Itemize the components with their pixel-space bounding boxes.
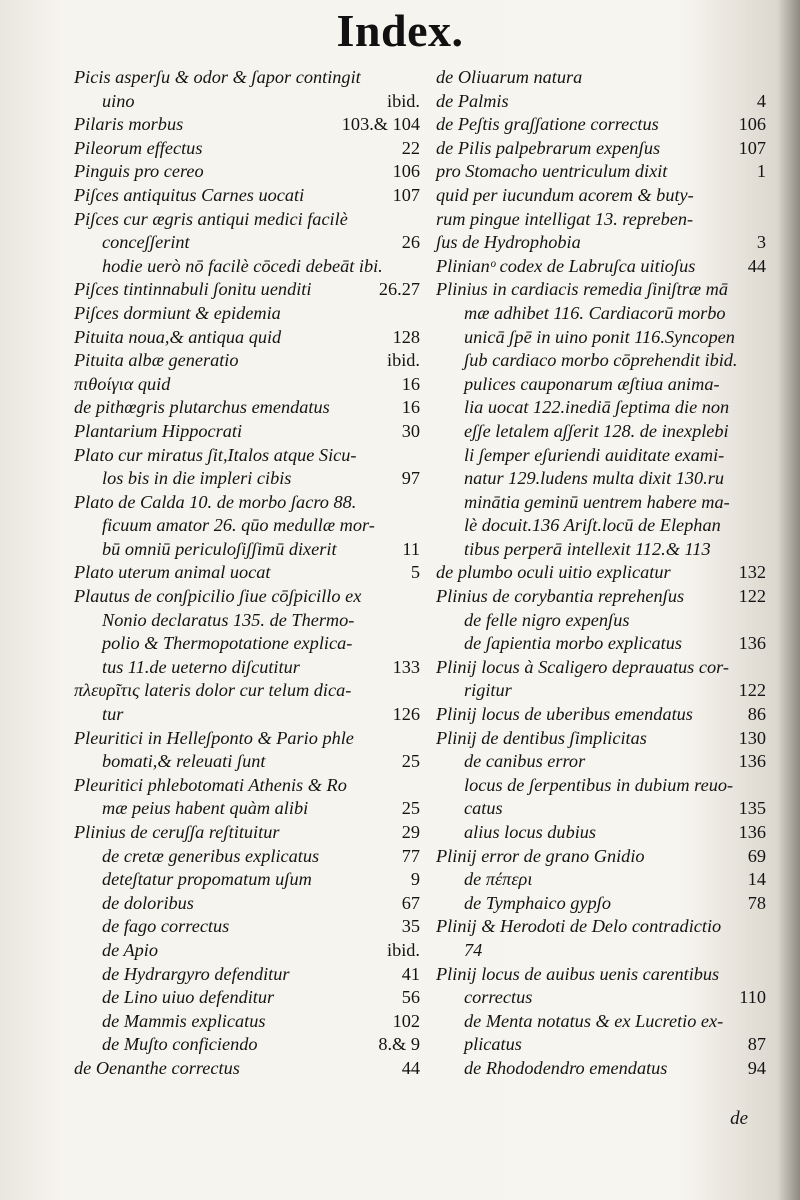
index-entry-text: πλευρῖτις lateris dolor cur telum dica-: [74, 680, 352, 701]
index-entry-page-ref: 136: [738, 633, 766, 654]
index-entry: [74, 892, 420, 916]
index-entry: [436, 538, 766, 562]
index-entry-page-ref: 14: [747, 869, 766, 890]
index-entry: [436, 963, 766, 987]
index-entry: [74, 585, 420, 609]
index-entry: [74, 727, 420, 751]
index-entry-text: de doloribus: [102, 892, 194, 913]
index-entry-text: 74: [464, 939, 483, 960]
index-entry-text: de Pilis palpebrarum expenʃus: [436, 137, 661, 158]
index-entry-text: Plato uterum animal uocat: [74, 562, 271, 583]
index-entry-text: Piʃces antiquitus Carnes uocati: [74, 184, 305, 205]
index-entry-text: ficuum amator 26. qūo medullæ mor-: [102, 515, 375, 536]
index-entry-text: Pilaris morbus: [74, 114, 184, 135]
index-entry-text: mæ adhibet 116. Cardiacorū morbo: [464, 302, 726, 323]
index-entry-page-ref: 86: [747, 704, 766, 725]
index-entry-page-ref: 132: [738, 562, 766, 583]
index-entry: [436, 90, 766, 114]
index-entry: [74, 113, 420, 137]
index-entry: [74, 939, 420, 963]
index-entry-text: Pleuritici in Helleʃponto & Pario phle: [74, 727, 354, 748]
index-entry: [436, 349, 766, 373]
index-entry-text: Plinianᵒ codex de Labruʃca uitioʃus: [436, 255, 696, 276]
index-entry-page-ref: 135: [738, 798, 766, 819]
index-entry-page-ref: 77: [401, 845, 420, 866]
index-entry-text: Pleuritici phlebotomati Athenis & Ro: [74, 774, 347, 795]
index-entry-page-ref: 136: [738, 751, 766, 772]
index-entry: [436, 137, 766, 161]
index-entry: [74, 1033, 420, 1057]
index-entry-text: Piʃces cur ægris antiqui medici facilè: [74, 208, 348, 229]
index-entry-page-ref: 106: [392, 161, 420, 182]
index-entry: [436, 679, 766, 703]
index-entry-text: pro Stomacho uentriculum dixit: [436, 161, 668, 182]
index-entry-page-ref: 41: [401, 963, 420, 984]
index-entry-text: Pliniј locus à Scaligero deprauatus cor-: [436, 656, 729, 677]
index-entry: [74, 90, 420, 114]
index-entry-page-ref: 56: [401, 987, 420, 1008]
index-column-right: [436, 66, 766, 1081]
index-entry: [436, 609, 766, 633]
index-entry-page-ref: 11: [402, 538, 420, 559]
index-entry-page-ref: 87: [747, 1034, 766, 1055]
page-edge-shadow: [778, 0, 800, 1200]
index-entry: [74, 208, 420, 232]
index-entry-page-ref: 94: [747, 1057, 766, 1078]
index-entry-text: Pituita noua,& antiqua quid: [74, 326, 282, 347]
index-entry: [436, 444, 766, 468]
index-entry-page-ref: 107: [738, 137, 766, 158]
index-entry: [74, 915, 420, 939]
index-entry-text: plicatus: [464, 1034, 522, 1055]
index-entry-page-ref: 107: [392, 184, 420, 205]
index-entry: [74, 609, 420, 633]
index-entry-page-ref: 130: [738, 727, 766, 748]
index-entry: [436, 892, 766, 916]
index-entry: [74, 184, 420, 208]
index-entry-text: natur 129.ludens multa dixit 130.ru: [464, 468, 724, 489]
index-entry-page-ref: 4: [756, 90, 766, 111]
index-entry: [436, 632, 766, 656]
index-entry: [74, 278, 420, 302]
index-entry-page-ref: 133: [392, 656, 420, 677]
index-entry-text: lè docuit.136 Ariʃt.locū de Elephan: [464, 515, 721, 536]
index-entry-text: Piʃces dormiunt & epidemia: [74, 302, 281, 323]
index-entry-text: de canibus error: [464, 751, 586, 772]
index-entry-text: rigitur: [464, 680, 512, 701]
index-entry-page-ref: 44: [401, 1057, 420, 1078]
index-entry: [436, 278, 766, 302]
index-entry: [436, 373, 766, 397]
index-entry-text: eʃʃe letalem aʃʃerit 128. de inexplebi: [464, 420, 729, 441]
index-entry-page-ref: 44: [747, 255, 766, 276]
index-entry-page-ref: 103.& 104: [341, 114, 420, 135]
index-entry: [436, 561, 766, 585]
index-entry-text: bū omniū periculoʃiʃʃimū dixerit: [102, 538, 337, 559]
index-entry-page-ref: 78: [747, 892, 766, 913]
index-entry: [74, 514, 420, 538]
index-entry: [74, 491, 420, 515]
index-entry: [436, 1010, 766, 1034]
index-entry-text: bomati,& releuati ʃunt: [102, 751, 266, 772]
index-entry: [436, 160, 766, 184]
index-entry-page-ref: ibid.: [386, 350, 420, 371]
index-entry-text: Pliniј de dentibus ʃimplicitas: [436, 727, 647, 748]
index-entry-text: de fago correctus: [102, 916, 230, 937]
index-entry: [74, 231, 420, 255]
index-entry-page-ref: 8.& 9: [378, 1034, 420, 1055]
index-entry: [74, 326, 420, 350]
index-entry: [436, 467, 766, 491]
index-entry-page-ref: 122: [738, 680, 766, 701]
index-entry-page-ref: 126: [392, 704, 420, 725]
index-entry-text: de Lino uiuo defenditur: [102, 987, 275, 1008]
index-entry: [74, 420, 420, 444]
index-entry: [436, 231, 766, 255]
index-entry: [74, 703, 420, 727]
index-entry-text: tibus perperā intellexit 112.& 113: [464, 538, 711, 559]
index-entry-text: de Palmis: [436, 90, 509, 111]
index-entry-text: Plinius in cardiacis remedia ʃiniʃtræ mā: [436, 279, 728, 300]
index-entry: [74, 1057, 420, 1081]
index-entry: [74, 868, 420, 892]
index-entry-text: unicā ʃpē in uino ponit 116.Syncopen: [464, 326, 735, 347]
index-entry-text: pulices cauponarum æʃtiua anima-: [464, 373, 720, 394]
index-entry-text: de Mammis explicatus: [102, 1010, 266, 1031]
index-entry: [436, 845, 766, 869]
index-entry: [436, 113, 766, 137]
index-entry-text: de ʃapientia morbo explicatus: [464, 633, 682, 654]
index-entry-text: Plinius de ceruʃʃa reʃtituitur: [74, 822, 280, 842]
index-entry: [74, 845, 420, 869]
index-entry-text: hodie uerò nō facilè cōcedi debeāt ibi.: [102, 255, 383, 276]
index-entry: [436, 184, 766, 208]
index-entry-text: Pliniј error de grano Gnidio: [436, 845, 645, 866]
index-entry-text: catus: [464, 798, 503, 819]
index-entry-text: ʃus de Hydrophobia: [436, 232, 581, 253]
index-entry: [436, 255, 766, 279]
index-entry-page-ref: 67: [401, 892, 420, 913]
running-head: Index.: [336, 5, 464, 56]
index-entry-text: ʃub cardiaco morbo cōprehendit ibid.: [464, 350, 738, 371]
index-entry-text: de felle nigro expenʃus: [464, 609, 630, 630]
index-entry-text: de Oenanthe correctus: [74, 1057, 240, 1078]
index-entry-text: Piʃces tintinnabuli ʃonitu uenditi: [74, 279, 312, 300]
index-entry-text: Nonio declaratus 135. de Thermo-: [102, 609, 355, 630]
index-entry-text: Pliniј & Herodoti de Delo contradictio: [436, 916, 722, 937]
index-entry: [436, 703, 766, 727]
index-entry: [74, 1010, 420, 1034]
index-entry-page-ref: 9: [410, 869, 420, 890]
index-entry: [74, 444, 420, 468]
index-entry-text: de plumbo oculi uitio explicatur: [436, 562, 671, 583]
index-entry: [74, 137, 420, 161]
index-entry-text: li ʃemper eʃuriendi auiditate exami-: [464, 444, 725, 465]
index-column-left: [74, 66, 420, 1081]
index-entry-page-ref: 25: [401, 751, 420, 772]
index-entry-text: polio & Thermopotatione explica-: [102, 633, 353, 654]
index-entry-page-ref: 26: [401, 232, 420, 253]
index-entry: [74, 160, 420, 184]
index-entry-page-ref: ibid.: [386, 90, 420, 111]
index-entry-page-ref: 26.27: [378, 279, 420, 300]
index-entry: [436, 208, 766, 232]
index-entry: [436, 774, 766, 798]
index-entry-page-ref: 1: [756, 161, 766, 182]
index-entry-text: de πέπερι: [464, 869, 533, 890]
index-entry: [74, 396, 420, 420]
index-entry-text: Plautus de conʃpicilio ʃiue cōʃpicillo ex: [74, 586, 362, 607]
index-entry-page-ref: 3: [756, 232, 766, 253]
index-entry-text: Pliniј locus de uberibus emendatus: [436, 704, 693, 725]
index-entry-text: alius locus dubius: [464, 822, 597, 842]
index-entry-page-ref: 25: [401, 798, 420, 819]
index-entry-page-ref: 136: [738, 822, 766, 842]
index-entry-text: de Hydrargyro defenditur: [102, 963, 290, 984]
index-entry-text: deteʃtatur propomatum uʃum: [102, 869, 312, 890]
index-entry-text: rum pingue intelligat 13. repreben-: [436, 208, 694, 229]
index-entry-text: quid per iucundum acorem & buty-: [436, 184, 694, 205]
index-entry: [74, 963, 420, 987]
index-entry: [436, 420, 766, 444]
index-entry: [74, 986, 420, 1010]
index-entry: [74, 66, 420, 90]
index-entry: [74, 821, 420, 845]
index-entry-page-ref: 16: [401, 397, 420, 418]
index-entry: [436, 396, 766, 420]
index-entry-text: de cretæ generibus explicatus: [102, 845, 320, 866]
index-entry-text: Plinius de corybantia reprehenʃus: [436, 586, 685, 607]
index-entry-text: de Oliuarum natura: [436, 67, 583, 87]
index-entry-text: correctus: [464, 987, 533, 1008]
index-entry-text: de Tymphaico gypʃo: [464, 892, 612, 913]
index-entry-text: mæ peius habent quàm alibi: [102, 798, 309, 819]
index-entry: [436, 585, 766, 609]
index-entry: [74, 538, 420, 562]
index-entry-text: minātia geminū uentrem habere ma-: [464, 491, 730, 512]
index-entry-text: conceʃʃerint: [102, 232, 190, 253]
index-entry: [436, 1057, 766, 1081]
index-entry: [436, 66, 766, 90]
index-entry: [436, 491, 766, 515]
catchword: de: [730, 1108, 748, 1129]
index-entry-text: tur: [102, 704, 124, 725]
index-entry-text: Pinguis pro cereo: [74, 161, 204, 182]
index-entry-page-ref: 69: [747, 845, 766, 866]
index-entry-page-ref: 110: [739, 987, 766, 1008]
index-entry: [74, 373, 420, 397]
index-entry-page-ref: 128: [392, 326, 420, 347]
index-entry: [74, 561, 420, 585]
index-entry-page-ref: 16: [401, 373, 420, 394]
index-entry: [436, 302, 766, 326]
index-entry: [436, 821, 766, 845]
index-entry-page-ref: 102: [392, 1010, 420, 1031]
index-entry: [74, 349, 420, 373]
index-entry-text: los bis in die impleri cibis: [102, 468, 292, 489]
index-entry-text: Plantarium Hippocrati: [74, 420, 243, 441]
index-entry: [436, 727, 766, 751]
index-entry-page-ref: 5: [410, 562, 420, 583]
index-entry-text: de Rhododendro emendatus: [464, 1057, 668, 1078]
index-entry-page-ref: 35: [401, 916, 420, 937]
index-entry-text: Pituita albæ generatio: [74, 350, 239, 371]
index-entry-text: lia uocat 122.inediā ʃeptima die non: [464, 397, 730, 418]
index-entry-page-ref: 22: [401, 137, 420, 158]
index-entry-text: de Menta notatus & ex Lucretio ex-: [464, 1010, 724, 1031]
index-entry-text: πιθοίγια quid: [74, 373, 171, 394]
index-entry-page-ref: 29: [401, 822, 420, 842]
index-entry-text: de pithœgris plutarchus emendatus: [74, 397, 330, 418]
index-entry: [436, 1033, 766, 1057]
index-entry: [74, 632, 420, 656]
index-entry-page-ref: 106: [738, 114, 766, 135]
index-entry-page-ref: 122: [738, 586, 766, 607]
index-entry: [436, 750, 766, 774]
index-entry: [74, 302, 420, 326]
index-entry-page-ref: 97: [401, 468, 420, 489]
index-entry: [74, 656, 420, 680]
index-entry-text: Plato de Calda 10. de morbo ʃacro 88.: [74, 491, 357, 512]
index-entry-text: Plato cur miratus ʃit,Italos atque Sicu-: [74, 444, 357, 465]
index-entry-text: de Muʃto conficiendo: [102, 1034, 258, 1055]
index-entry: [436, 939, 766, 963]
index-entry-text: uino: [102, 90, 135, 111]
index-entry-page-ref: ibid.: [386, 939, 420, 960]
index-entry-text: Picis asperʃu & odor & ʃapor contingit: [74, 67, 361, 87]
index-entry: [436, 326, 766, 350]
index-entry: [436, 656, 766, 680]
index-entry: [74, 679, 420, 703]
index-entry: [436, 986, 766, 1010]
index-entry-text: Pileorum effectus: [74, 137, 203, 158]
index-entry-text: tus 11.de ueterno diʃcutitur: [102, 656, 300, 677]
index-entry: [436, 797, 766, 821]
index-entry-page-ref: 30: [401, 420, 420, 441]
index-entry: [74, 467, 420, 491]
index-entry-text: locus de ʃerpentibus in dubium reuo-: [464, 774, 734, 795]
index-entry-text: de Apio: [102, 939, 159, 960]
index-entry: [74, 750, 420, 774]
index-entry: [436, 868, 766, 892]
index-entry: [436, 514, 766, 538]
index-entry-text: de Peʃtis graʃʃatione correctus: [436, 114, 659, 135]
index-entry: [436, 915, 766, 939]
index-entry-text: Pliniј locus de auibus uenis carentibus: [436, 963, 720, 984]
index-entry: [74, 255, 420, 279]
index-entry: [74, 797, 420, 821]
index-entry: [74, 774, 420, 798]
